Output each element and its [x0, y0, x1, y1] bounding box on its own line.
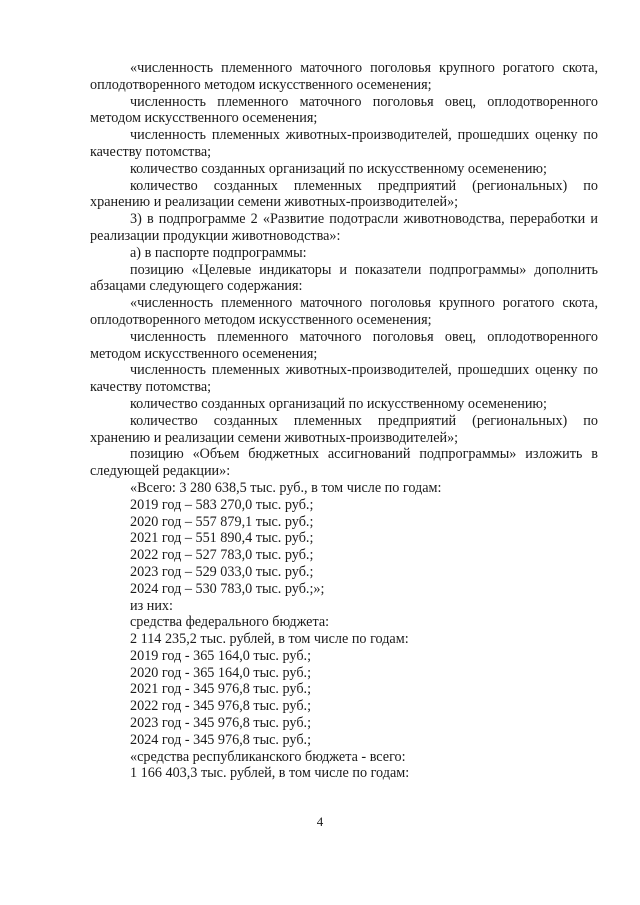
paragraph: «численность племенного маточного поголовья крупного рогатого скота, оплодотворенного методом искусственного осеменения;	[90, 295, 598, 328]
budget-line: 2021 год – 551 890,4 тыс. руб.;	[130, 530, 314, 547]
page-number: 4	[316, 814, 324, 829]
budget-line: 2021 год - 345 976,8 тыс. руб.;	[130, 681, 312, 698]
paragraph: позицию «Объем бюджетных ассигнований подпрограммы» изложить в следующей редакции»:	[90, 446, 598, 480]
budget-line: 2019 год - 365 164,0 тыс. руб.;	[130, 647, 312, 664]
budget-line: 2 114 235,2 тыс. рублей, в том числе по годам:	[130, 631, 409, 648]
paragraph: численность племенных животных-производителей, прошедших оценку по качеству потомства;	[90, 362, 598, 396]
budget-line: 2024 год – 530 783,0 тыс. руб.;»;	[130, 580, 325, 597]
budget-line: 2019 год – 583 270,0 тыс. руб.;	[130, 496, 314, 513]
budget-line: 2020 год – 557 879,1 тыс. руб.;	[130, 513, 314, 530]
budget-line: средства федерального бюджета:	[130, 614, 330, 631]
paragraph: количество созданных организаций по искусственному осеменению;	[130, 160, 547, 177]
document-body	[90, 60, 598, 782]
paragraph: «численность племенного маточного поголовья крупного рогатого скота, оплодотворенного методом искусственного осеменения;	[90, 60, 598, 93]
paragraph: численность племенного маточного поголовья овец, оплодотворенного методом искусственного осеменения;	[90, 328, 598, 362]
paragraph: численность племенного маточного поголовья овец, оплодотворенного методом искусственного осеменения;	[90, 93, 598, 127]
paragraph: количество созданных племенных предприятий (региональных) по хранению и реализации семени животных-производителей»;	[90, 177, 598, 211]
budget-line: «средства республиканского бюджета - всего:	[130, 748, 406, 765]
budget-line: 2024 год - 345 976,8 тыс. руб.;	[130, 731, 312, 748]
budget-line: 2023 год – 529 033,0 тыс. руб.;	[130, 563, 314, 580]
budget-line: 2020 год - 365 164,0 тыс. руб.;	[130, 664, 312, 681]
paragraph: 3) в подпрограмме 2 «Развитие подотрасли животноводства, переработки и реализации продукции животноводства»:	[90, 211, 598, 244]
paragraph: численность племенных животных-производителей, прошедших оценку по качеству потомства;	[90, 127, 598, 160]
budget-line: 2023 год - 345 976,8 тыс. руб.;	[130, 715, 312, 732]
budget-line: 1 166 403,3 тыс. рублей, в том числе по годам:	[130, 765, 410, 782]
paragraph: позицию «Целевые индикаторы и показатели подпрограммы» дополнить абзацами следующего содержания:	[90, 261, 598, 295]
budget-line: 2022 год - 345 976,8 тыс. руб.;	[130, 698, 312, 715]
budget-line: «Всего: 3 280 638,5 тыс. руб., в том числе по годам:	[130, 479, 442, 496]
paragraph: количество созданных организаций по искусственному осеменению;	[130, 395, 547, 412]
paragraph: количество созданных племенных предприятий (региональных) по хранению и реализации семени животных-производителей»;	[90, 412, 598, 446]
paragraph: а) в паспорте подпрограммы:	[130, 244, 307, 261]
budget-line: 2022 год – 527 783,0 тыс. руб.;	[130, 547, 314, 564]
budget-line: из них:	[130, 597, 173, 614]
